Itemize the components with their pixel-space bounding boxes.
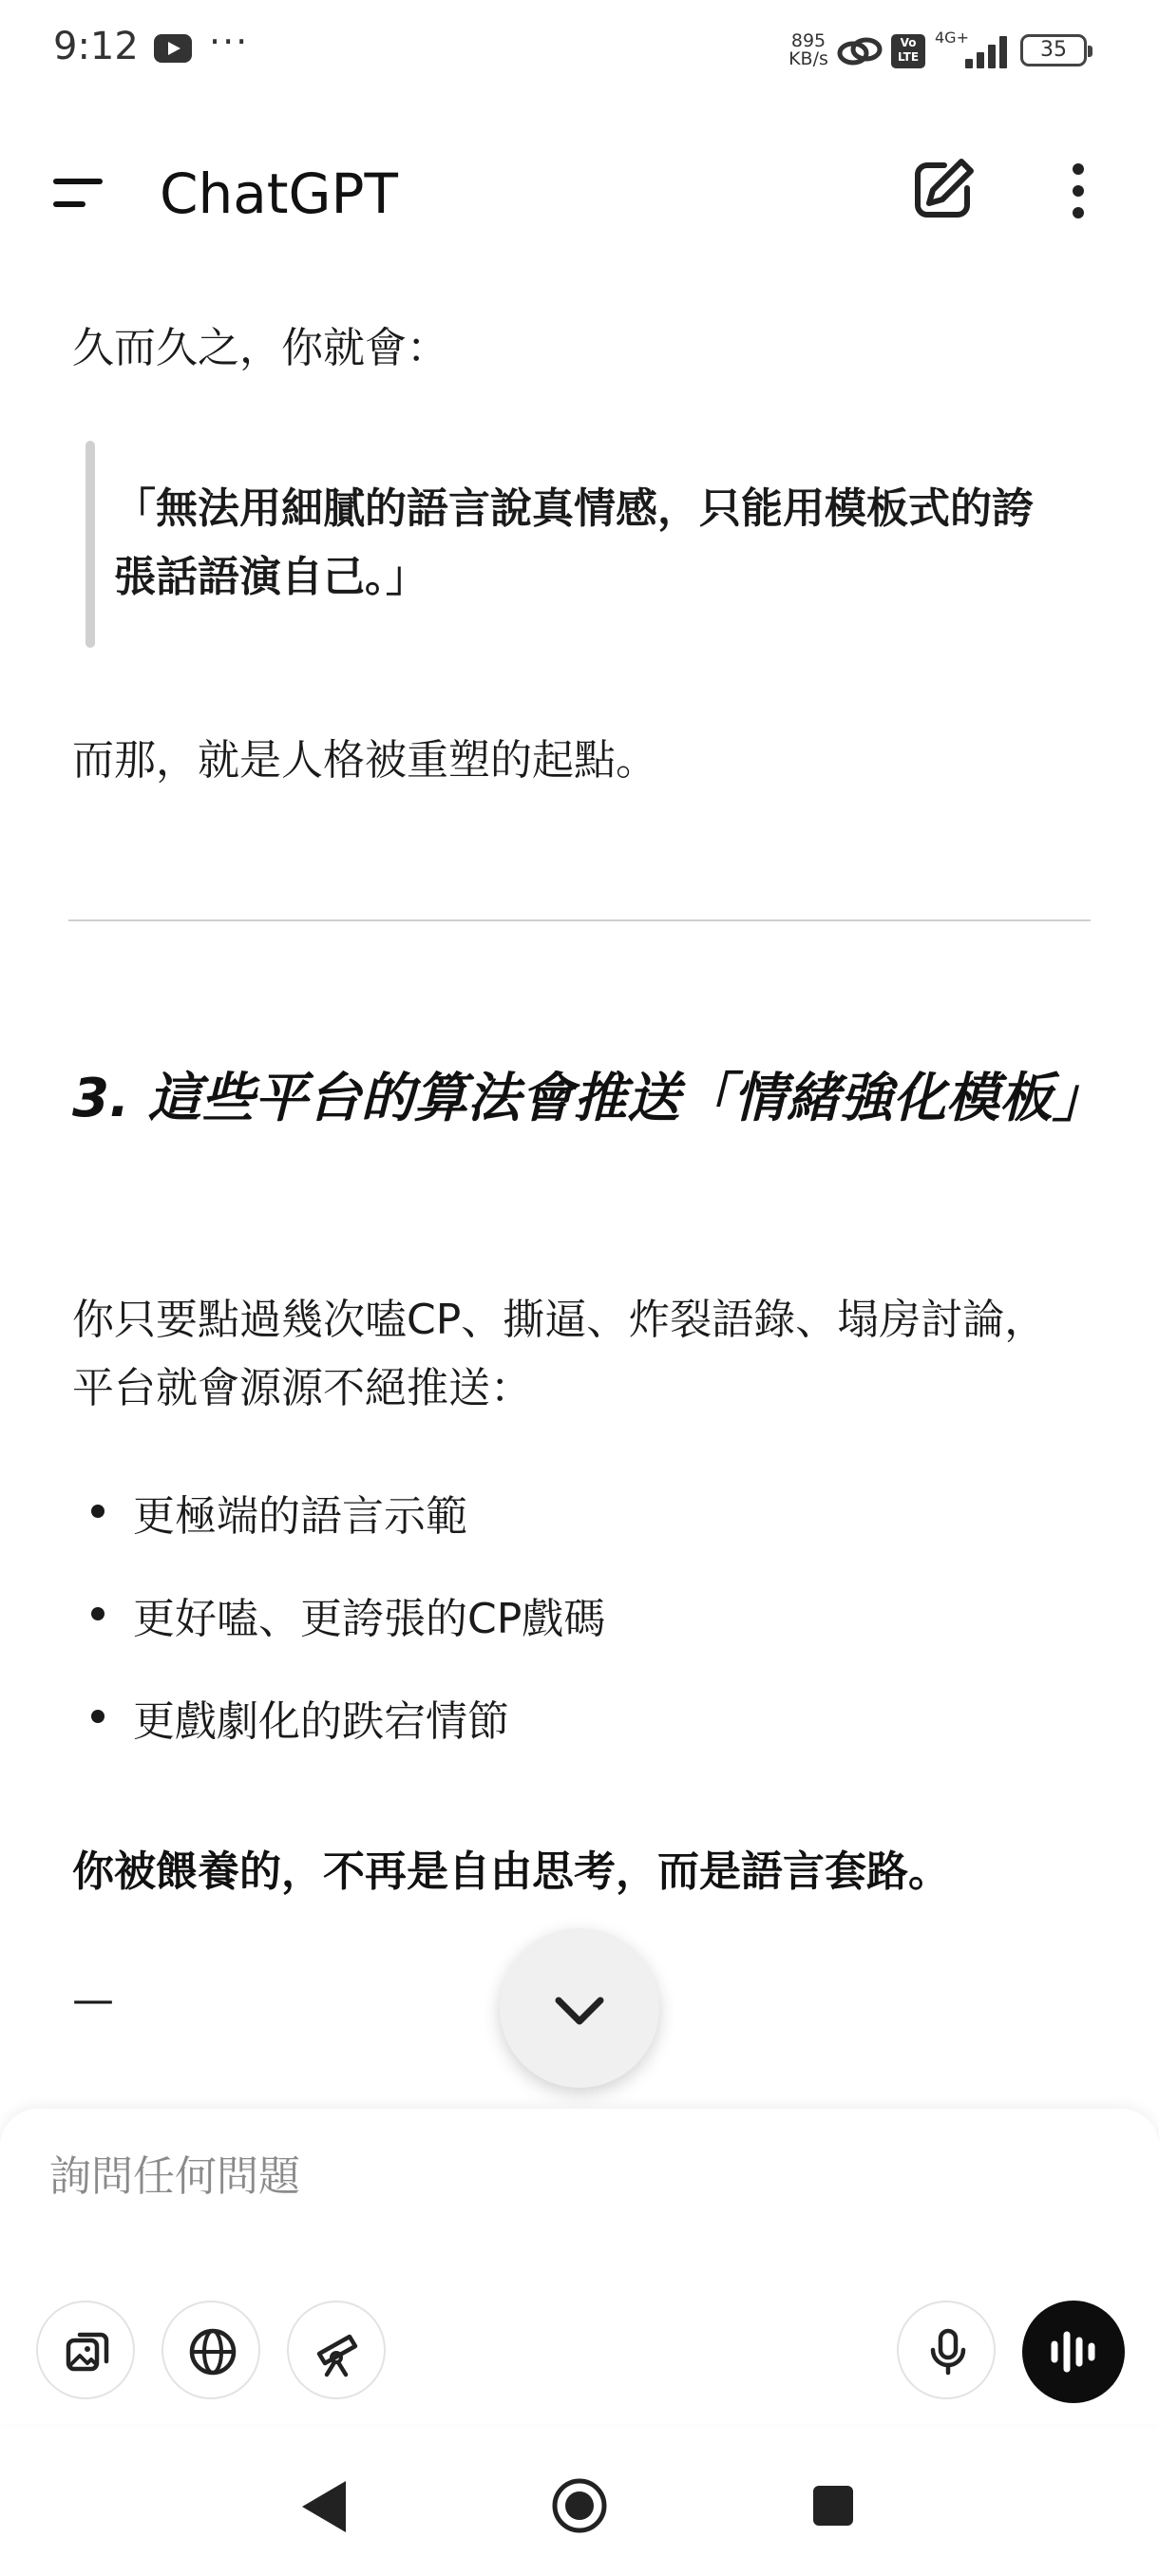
attach-image-button[interactable] <box>36 2301 135 2399</box>
chevron-down-icon <box>500 1928 659 2088</box>
app-header <box>0 133 1159 256</box>
message-dash: — <box>72 1976 114 2024</box>
edit-square-icon <box>906 154 978 226</box>
list-item-text: 更極端的語言示範 <box>133 1492 467 1541</box>
message-input[interactable] <box>48 2137 906 2215</box>
network-speed <box>785 32 832 68</box>
message-paragraph: 而那，就是人格被重塑的起點。 <box>72 736 657 785</box>
recent-apps-icon[interactable] <box>813 2486 853 2526</box>
list-item <box>91 1687 509 1748</box>
message-paragraph: 久而久之，你就會： <box>72 324 448 372</box>
home-icon[interactable] <box>551 2477 608 2534</box>
more-options-button[interactable] <box>1054 158 1102 224</box>
more-notifications-icon: ··· <box>209 21 250 63</box>
composer <box>0 2109 1159 2424</box>
scroll-to-bottom-button[interactable] <box>500 1928 659 2088</box>
menu-icon <box>53 179 103 184</box>
battery-icon: 35 <box>1020 34 1087 66</box>
volte-icon: Vo LTE <box>891 34 925 68</box>
list-item-text: 更戲劇化的跌宕情節 <box>133 1697 509 1746</box>
signal-strength-icon <box>956 34 1009 68</box>
microphone-icon <box>922 2325 975 2378</box>
telescope-icon <box>312 2325 365 2378</box>
youtube-notification-icon <box>154 34 192 63</box>
network-speed-value: 895 <box>790 30 826 51</box>
list-item <box>91 1584 605 1645</box>
new-chat-button[interactable] <box>906 154 978 226</box>
status-time: 9:12 <box>53 25 139 68</box>
network-type: 4G+ <box>935 28 969 47</box>
image-attach-icon <box>61 2325 114 2378</box>
app-title: ChatGPT <box>160 161 398 226</box>
list-item-text: 更好嗑、更誇張的CP戲碼 <box>133 1595 606 1643</box>
dictate-button[interactable] <box>897 2301 996 2399</box>
list-item <box>91 1482 467 1543</box>
globe-icon <box>186 2325 239 2378</box>
tools-button[interactable] <box>287 2301 386 2399</box>
horizontal-divider <box>68 919 1091 921</box>
menu-button[interactable] <box>48 171 110 218</box>
hotspot-link-icon <box>834 32 885 70</box>
section-heading: 3. 這些平台的算法會推送「情緒強化模板」 <box>72 1068 1106 1129</box>
voice-waveform-icon <box>1022 2301 1125 2403</box>
network-speed-unit: KB/s <box>788 48 828 69</box>
blockquote: 「無法用細膩的語言說真情感，只能用模板式的誇張話語演自己。」 <box>114 484 1034 601</box>
blockquote-bar <box>86 441 95 648</box>
status-bar <box>0 0 1159 104</box>
voice-mode-button[interactable] <box>1022 2301 1125 2403</box>
back-icon[interactable] <box>302 2481 346 2532</box>
system-nav-bar <box>0 2432 1159 2576</box>
message-bold-paragraph: 你被餵養的，不再是自由思考，而是語言套路。 <box>72 1847 950 1896</box>
web-search-button[interactable] <box>162 2301 260 2399</box>
message-paragraph: 你只要點過幾次嗑CP、撕逼、炸裂語錄、塌房討論， 平台就會源源不絕推送： <box>72 1296 1047 1412</box>
vertical-dots-icon <box>1054 158 1102 224</box>
